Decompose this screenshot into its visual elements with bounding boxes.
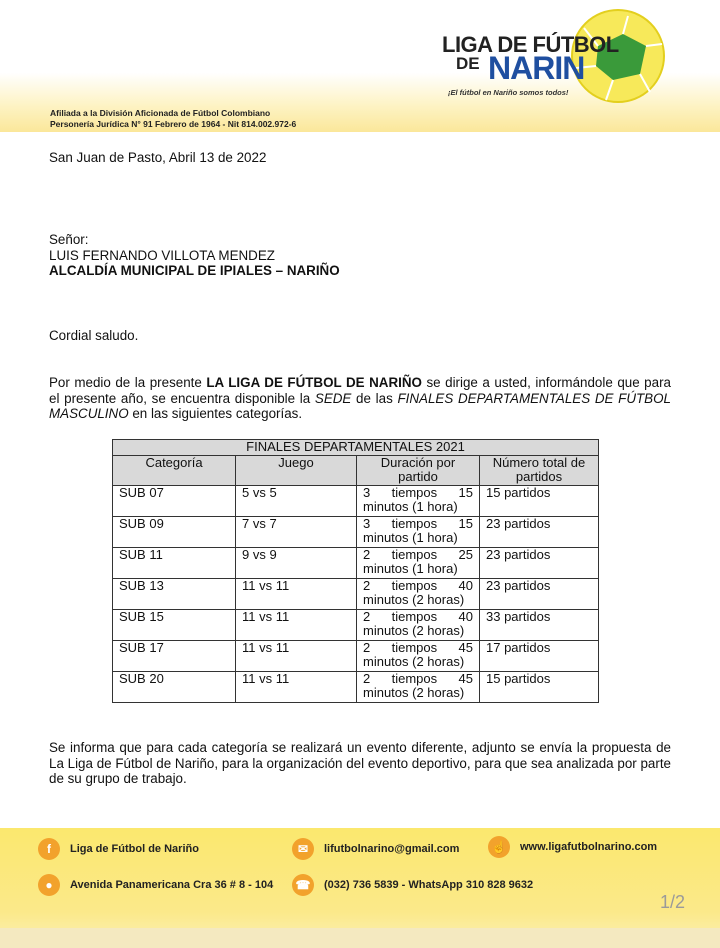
cell-juego: 9 vs 9 xyxy=(236,547,357,578)
cell-total: 15 partidos xyxy=(480,671,599,702)
cell-categoria: SUB 13 xyxy=(113,578,236,609)
cell-duracion xyxy=(357,640,480,671)
cell-juego: 11 vs 11 xyxy=(236,640,357,671)
logo-line1: LIGA DE FÚTBOL xyxy=(442,32,619,57)
duracion-line2: minutos (1 hora) xyxy=(363,499,458,514)
cell-duracion xyxy=(357,516,480,547)
footer-name-text: Liga de Fútbol de Nariño xyxy=(70,843,199,855)
footer-email-text: lifutbolnarino@gmail.com xyxy=(324,843,460,855)
cell-duracion xyxy=(357,671,480,702)
duracion-line1: 2 tiempos 25 xyxy=(363,546,473,562)
affiliation-line1: Afiliada a la División Aficionada de Fútbol Colombiano xyxy=(50,108,271,118)
duracion-line2: minutos (2 horas) xyxy=(363,654,465,669)
footer-web-text: www.ligafutbolnarino.com xyxy=(520,841,658,853)
footer-phone xyxy=(292,874,533,896)
cell-juego: 5 vs 5 xyxy=(236,485,357,516)
duracion-line1: 2 tiempos 40 xyxy=(363,577,473,593)
page-indicator: 1/2 xyxy=(660,892,686,912)
cell-total: 23 partidos xyxy=(480,547,599,578)
recipient-block xyxy=(49,232,340,279)
letter-date: San Juan de Pasto, Abril 13 de 2022 xyxy=(49,150,267,165)
cell-juego: 7 vs 7 xyxy=(236,516,357,547)
recipient-org: ALCALDÍA MUNICIPAL DE IPIALES – NARIÑO xyxy=(49,263,340,278)
cell-categoria: SUB 11 xyxy=(113,547,236,578)
table-row xyxy=(113,516,599,547)
cell-categoria: SUB 17 xyxy=(113,640,236,671)
location-pin-icon: ● xyxy=(38,874,60,896)
cell-total: 33 partidos xyxy=(480,609,599,640)
table-row xyxy=(113,609,599,640)
duracion-line2: minutos (1 hora) xyxy=(363,561,458,576)
duracion-line2: minutos (2 horas) xyxy=(363,592,465,607)
salutation-title: Señor: xyxy=(49,232,89,247)
duracion-line2: minutos (1 hora) xyxy=(363,530,458,545)
header-total: Número total de partidos xyxy=(480,455,599,485)
table-row xyxy=(113,578,599,609)
mail-icon: ✉ xyxy=(292,838,314,860)
footer-address-text: Avenida Panamericana Cra 36 # 8 - 104 xyxy=(70,879,274,891)
duracion-line2: minutos (2 horas) xyxy=(363,685,465,700)
logo-slogan: ¡El fútbol en Nariño somos todos! xyxy=(448,88,569,97)
footer-web xyxy=(488,836,657,858)
bottom-strip xyxy=(0,928,720,948)
table-row xyxy=(113,671,599,702)
affiliation-text xyxy=(50,108,296,130)
intro-italic-sede: SEDE xyxy=(314,390,352,406)
cell-duracion xyxy=(357,485,480,516)
table-row xyxy=(113,485,599,516)
facebook-icon: f xyxy=(38,838,60,860)
cell-total: 17 partidos xyxy=(480,640,599,671)
footer-email xyxy=(292,838,459,860)
closing-paragraph: Se informa que para cada categoría se realizará un evento diferente, adjunto se envía la propuesta de La Liga de Fútbol de Nariño, para la organización del evento deportivo, para que sea analizada por parte de su grupo de trabajo. xyxy=(49,740,671,786)
cell-duracion xyxy=(357,547,480,578)
footer-name xyxy=(38,838,199,860)
header-juego: Juego xyxy=(236,455,357,485)
league-logo xyxy=(430,6,670,110)
cell-categoria: SUB 07 xyxy=(113,485,236,516)
cell-juego: 11 vs 11 xyxy=(236,609,357,640)
finals-table xyxy=(112,439,599,703)
cell-categoria: SUB 20 xyxy=(113,671,236,702)
cell-total: 15 partidos xyxy=(480,485,599,516)
intro-text-4: en las siguientes categorías. xyxy=(128,406,303,421)
logo-line2-narino: NARIN xyxy=(488,50,585,86)
duracion-line1: 2 tiempos 45 xyxy=(363,639,473,655)
affiliation-line2: Personería Jurídica N° 91 Febrero de 1964 - Nit 814.002.972-6 xyxy=(50,119,297,129)
header-categoria: Categoría xyxy=(113,455,236,485)
cell-duracion xyxy=(357,578,480,609)
table-row xyxy=(113,547,599,578)
phone-icon: ☎ xyxy=(292,874,314,896)
intro-text-1: Por medio de la presente xyxy=(49,375,207,390)
cell-categoria: SUB 15 xyxy=(113,609,236,640)
intro-bold-league: LA LIGA DE FÚTBOL DE NARIÑO xyxy=(206,375,422,390)
intro-text-3: de las xyxy=(351,390,398,406)
table-row xyxy=(113,640,599,671)
intro-paragraph xyxy=(49,375,671,422)
cell-total: 23 partidos xyxy=(480,516,599,547)
logo-line2-de: DE xyxy=(456,54,480,73)
footer-address xyxy=(38,874,273,896)
letterhead xyxy=(0,0,720,132)
cell-duracion xyxy=(357,609,480,640)
hand-pointer-icon: ☝ xyxy=(488,836,510,858)
duracion-line1: 3 tiempos 15 xyxy=(363,515,473,531)
duracion-line1: 2 tiempos 40 xyxy=(363,608,473,624)
duracion-line2: minutos (2 horas) xyxy=(363,623,465,638)
greeting: Cordial saludo. xyxy=(49,328,139,343)
footer-phone-text: (032) 736 5839 - WhatsApp 310 828 9632 xyxy=(324,879,534,891)
cell-juego: 11 vs 11 xyxy=(236,578,357,609)
duracion-line1: 3 tiempos 15 xyxy=(363,484,473,500)
cell-categoria: SUB 09 xyxy=(113,516,236,547)
cell-juego: 11 vs 11 xyxy=(236,671,357,702)
cell-total: 23 partidos xyxy=(480,578,599,609)
intro-text-2: se dirige a usted, informándole que para el presente año, se encuentra disponible la xyxy=(49,375,671,406)
duracion-line1: 2 tiempos 45 xyxy=(363,670,473,686)
table-title: FINALES DEPARTAMENTALES 2021 xyxy=(113,440,599,456)
recipient-name: LUIS FERNANDO VILLOTA MENDEZ xyxy=(49,247,275,263)
intro-italic-finals: FINALES DEPARTAMENTALES DE FÚTBOL MASCULINO xyxy=(49,390,671,421)
header-duracion: Duración por partido xyxy=(357,455,480,485)
